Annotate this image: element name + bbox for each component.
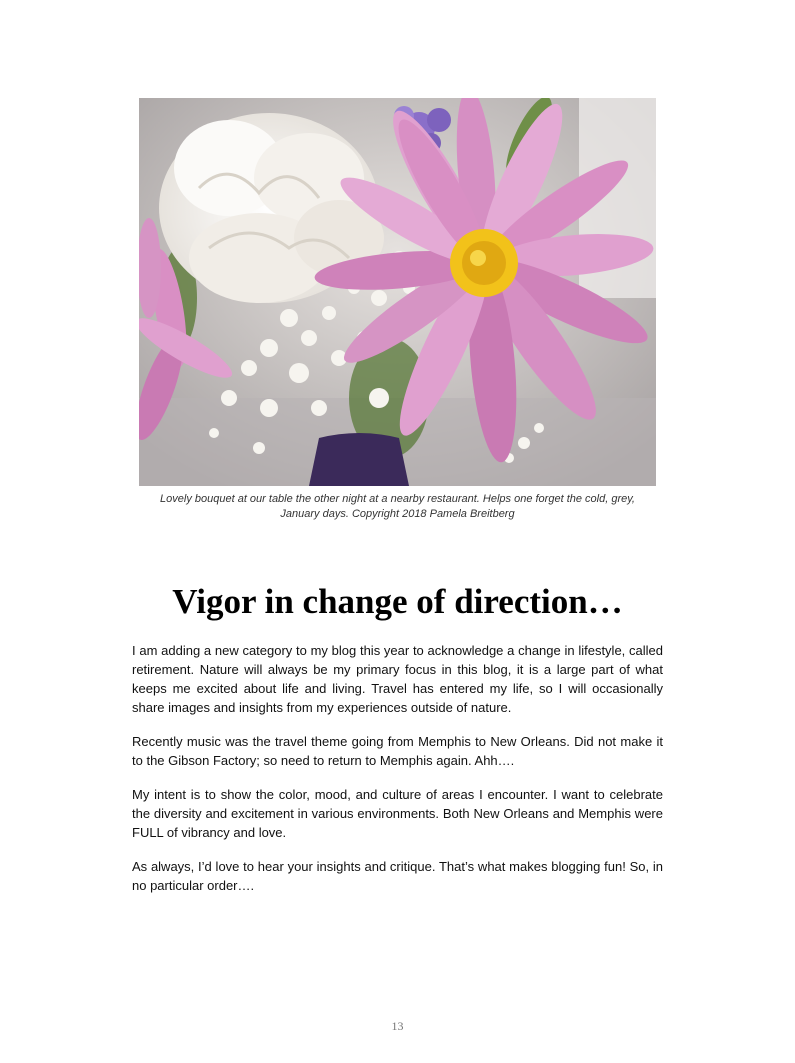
bouquet-photo [139,98,656,486]
paragraph: As always, I’d love to hear your insights and critique. That’s what makes blogging fun! So, in no particular order…. [132,859,663,893]
caption-line-1: Lovely bouquet at our table the other night at a nearby restaurant. Helps one forget the cold, grey, [160,493,635,505]
paragraph: I am adding a new category to my blog this year to acknowledge a change in lifestyle, called retirement. Nature will always be my primary focus in this blog, it is a large part of what keeps me excited about life and living. Travel has entered my life, so I will occasionally share images and insights from my experiences outside of nature. [132,643,663,715]
article-body [132,641,663,910]
page-number: 13 [391,1019,404,1033]
vase [309,433,409,486]
photo-caption [132,492,663,522]
flower-bouquet-illustration [139,98,656,486]
caption-line-2: January days. Copyright 2018 Pamela Breitberg [280,508,515,520]
paragraph: Recently music was the travel theme going from Memphis to New Orleans. Did not make it to the Gibson Factory; so need to return to Memphis again. Ahh…. [132,734,663,768]
paragraph: My intent is to show the color, mood, and culture of areas I encounter. I want to celebrate the diversity and excitement in various environments. Both New Orleans and Memphis were FULL of vibrancy and love. [132,787,663,840]
article-title: Vigor in change of direction… [172,582,623,621]
